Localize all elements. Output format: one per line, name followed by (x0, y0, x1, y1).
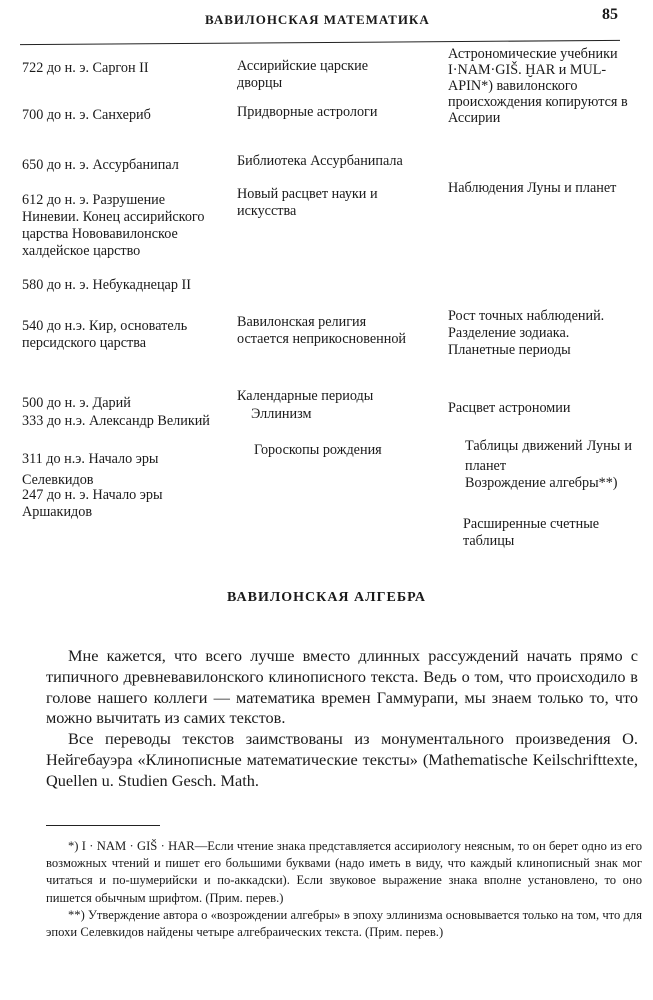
paragraph: Все переводы текстов заимствованы из монументального произведения О. Нейгебауэра «Клинописные математические тексты» (Mathematische Keilschrifttexte, Quellen u. Studien Gesch. Math. (46, 729, 638, 790)
timeline-event: 500 до н. э. Дарий (22, 395, 131, 411)
section-heading: ВАВИЛОНСКАЯ АЛГЕБРА (227, 590, 426, 605)
page-number: 85 (602, 6, 618, 23)
timeline-science: Расцвет астрономии (448, 400, 571, 416)
timeline-event: 580 до н. э. Небукаднецар II (22, 277, 191, 293)
header-rule (20, 40, 620, 45)
paragraph: Мне кажется, что всего лучше вместо длинных рассуждений начать прямо с типичного древневавилонского клинописного текста. Ведь о том, что происходило в голове нашего коллеги — математика времен Гаммурапи, мы знаем только то, что можно вычитать из самих текстов. (46, 646, 638, 728)
timeline-culture: Придворные астрологи (237, 104, 378, 120)
timeline-event: 247 до н. э. Начало эры Аршакидов (22, 487, 163, 520)
timeline-event: 612 до н. э. Разрушение Ниневии. Конец ассирийского царства Нововавилонское халдейское царство (22, 192, 205, 259)
timeline-event: 700 до н. э. Санхериб (22, 107, 151, 123)
timeline-event: 311 до н.э. Начало эры Селевкидов (22, 451, 159, 488)
timeline-science: Рост точных наблюдений. Разделение зодиака. Планетные периоды (448, 308, 605, 358)
footnote: *) I · NAM · GIŠ · HAR—Если чтение знака представляется ассириологу неясным, то он берет одно из его возможных чтений и пишет его большими буквами (надо иметь в виду, что каждый клинописный знак мог читаться и по-шумерийски и по-аккадски). Если звуковое выражение знака вполне установлено, то оно пишется обычным шрифтом. (Прим. перев.) (46, 839, 642, 905)
timeline-event: 650 до н. э. Ассурбанипал (22, 157, 179, 173)
footnote: **) Утверждение автора о «возрождении алгебры» в эпоху эллинизма основывается только на том, что для эпохи Селевкидов найдены четыре алгебраических текста. (Прим. перев.) (46, 907, 642, 940)
timeline-event: 540 до н.э. Кир, основатель персидского царства (22, 318, 188, 351)
timeline-culture: Вавилонская религия остается неприкосновенной (237, 314, 407, 347)
timeline-science: Расширенные счетные таблицы (463, 516, 600, 549)
timeline-science: Наблюдения Луны и планет (448, 180, 617, 196)
timeline-culture: Ассирийские царские дворцы (237, 58, 369, 91)
timeline-culture: Эллинизм (251, 406, 312, 422)
timeline-science: Астрономические учебники I·NAM·GIŠ. ḪAR и MUL-APIN*) вавилонского происхождения копируются в Ассирии (448, 46, 628, 126)
timeline-culture: Гороскопы рождения (254, 442, 382, 458)
body-text (46, 646, 638, 792)
timeline-culture: Новый расцвет науки и искусства (237, 186, 378, 219)
timeline-culture: Календарные периоды (237, 388, 374, 404)
timeline-event: 333 до н.э. Александр Великий (22, 413, 210, 429)
footnotes (46, 838, 642, 941)
timeline-culture: Библиотека Ассурбанипала (237, 153, 403, 169)
timeline-event: 722 до н. э. Саргон II (22, 60, 149, 76)
running-header: ВАВИЛОНСКАЯ МАТЕМАТИКА (205, 12, 430, 27)
timeline-science: Таблицы движений Луны и планет (465, 438, 632, 474)
footnote-rule (46, 825, 160, 826)
timeline-science: Возрождение алгебры**) (465, 475, 618, 491)
